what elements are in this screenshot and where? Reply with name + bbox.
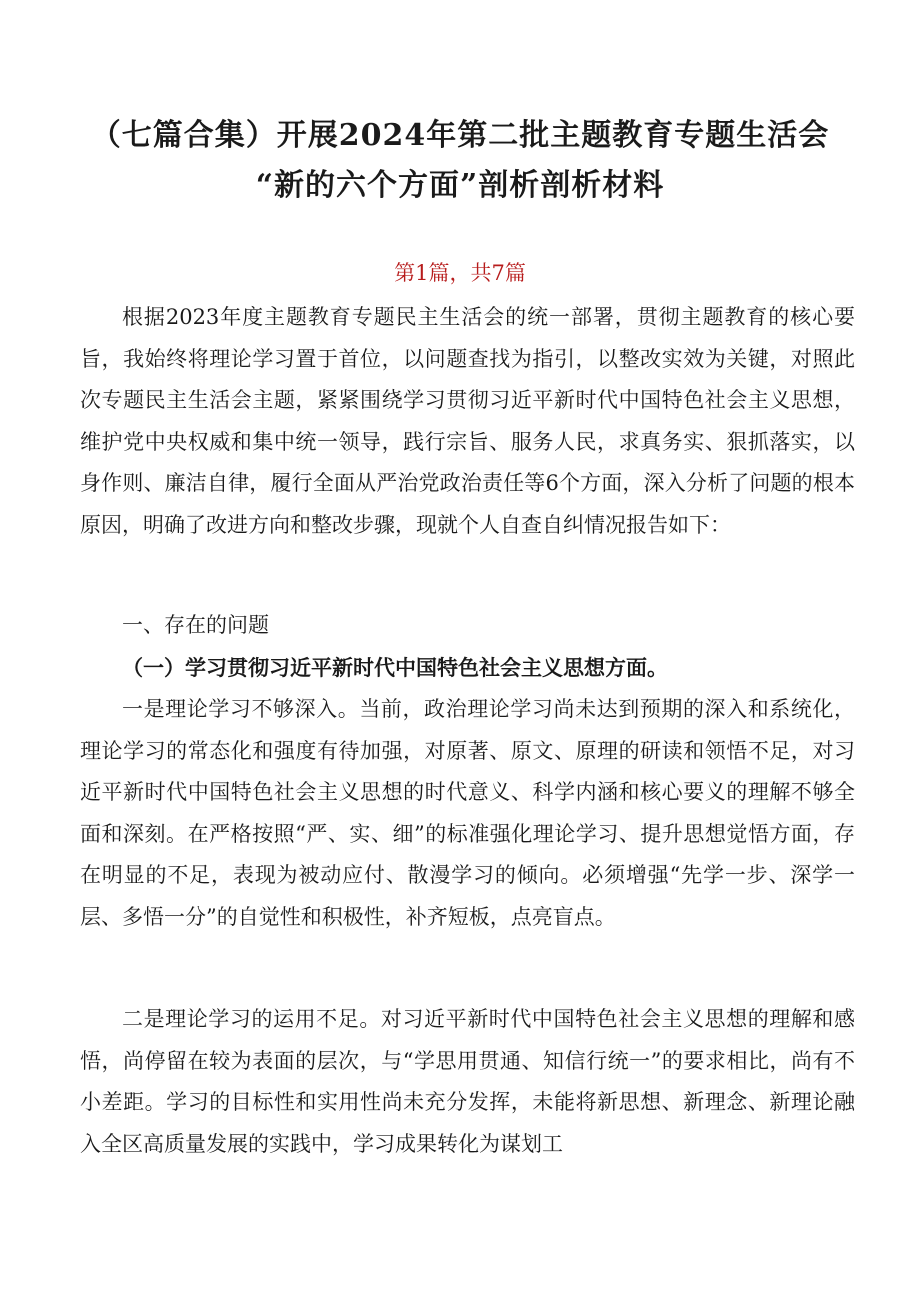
intro-paragraph-block <box>80 297 855 546</box>
body-paragraph-3: 二是理论学习的运用不足。对习近平新时代中国特色社会主义思想的理解和感悟，尚停留在较为表面的层次，与“学思用贯通、知信行统一”的要求相比，尚有不小差距。学习的目标性和实用性尚未充分发挥，未能将新思想、新理念、新理论融入全区高质量发展的实践中，学习成果转化为谋划工 <box>80 1007 855 1156</box>
paragraph-block-2 <box>80 689 855 938</box>
intro-paragraph: 根据2023年度主题教育专题民主生活会的统一部署，贯彻主题教育的核心要旨，我始终将理论学习置于首位，以问题查找为指引，以整改实效为关键，对照此次专题民主生活会主题，紧紧围绕学习贯彻习近平新时代中国特色社会主义思想，维护党中央权威和集中统一领导，践行宗旨、服务人民，求真务实、狠抓落实，以身作则、廉洁自律，履行全面从严治党政治责任等6个方面，深入分析了问题的根本原因，明确了改进方向和整改步骤，现就个人自查自纠情况报告如下： <box>80 305 855 537</box>
paragraph-block-3 <box>80 999 855 1165</box>
document-title-line-2: “新的六个方面”剖析剖析材料 <box>255 168 665 203</box>
body-paragraph-2: 一是理论学习不够深入。当前，政治理论学习尚未达到预期的深入和系统化，理论学习的常态化和强度有待加强，对原著、原文、原理的研读和领悟不足，对习近平新时代中国特色社会主义思想的时代意义、科学内涵和核心要义的理解不够全面和深刻。在严格按照“严、实、细”的标准强化理论学习、提升思想觉悟方面，存在明显的不足，表现为被动应付、散漫学习的倾向。必须增强“先学一步、深学一层、多悟一分”的自觉性和积极性，补齐短板，点亮盲点。 <box>80 697 855 929</box>
subsection-heading: （一）学习贯彻习近平新时代中国特色社会主义思想方面。 <box>122 655 668 680</box>
document-title-line-1: （七篇合集）开展2024年第二批主题教育专题生活会 <box>90 118 830 153</box>
section-heading: 一、存在的问题 <box>122 613 269 637</box>
document-subtitle: 第1篇，共7篇 <box>394 261 526 285</box>
